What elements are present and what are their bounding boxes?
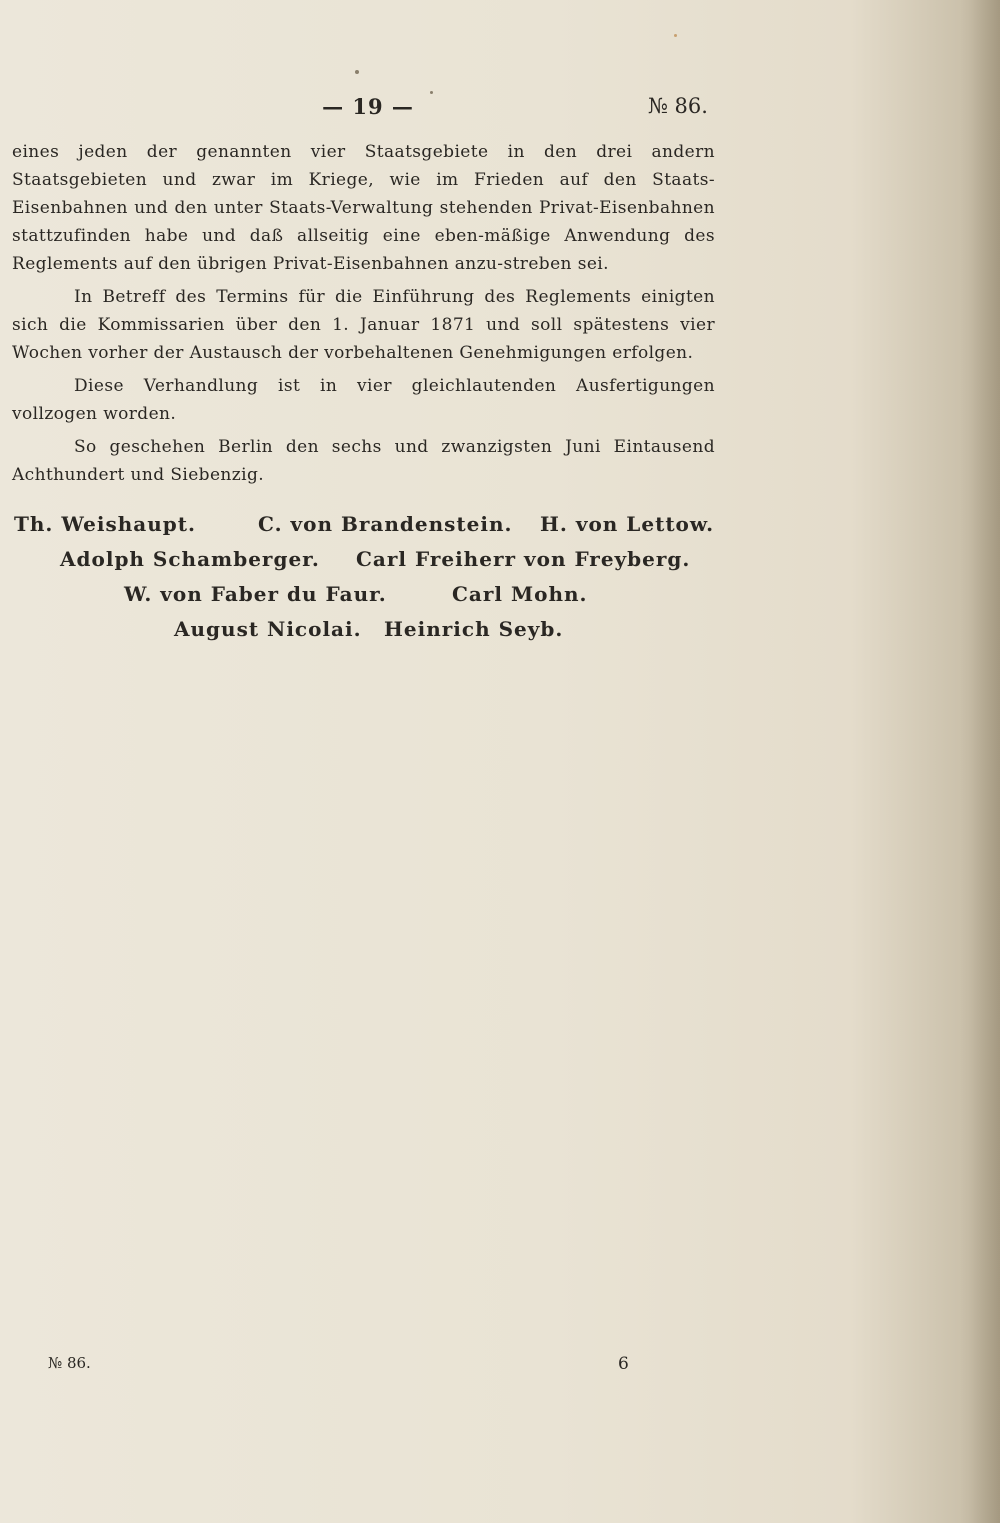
signature: August Nicolai. [174,617,362,641]
signature: Th. Weishaupt. [14,512,196,536]
signature-row [0,582,1000,616]
page-number: — 19 — [322,94,414,119]
footer-sheet-number: 6 [618,1354,629,1374]
document-number: № 86. [648,94,708,118]
page-header [0,94,1000,124]
signature-row [0,547,1000,581]
page-edge-shadow [960,0,1000,1523]
body-text [12,138,715,494]
signature: Carl Freiherr von Freyberg. [356,547,691,571]
ink-speck [674,34,677,37]
signature: Adolph Schamberger. [60,547,320,571]
paragraph: In Betreff des Termins für die Einführung des Reglements einigten sich die Kommissarien über den 1. Januar 1871 und soll spätestens vier Wochen vorher der Austausch der vorbehaltenen Genehmigungen erfolgen. [12,287,715,363]
signature-row [0,512,1000,546]
signature: W. von Faber du Faur. [124,582,387,606]
paragraph: Diese Verhandlung ist in vier gleichlautenden Ausfertigungen vollzogen worden. [12,376,715,424]
paragraph: So geschehen Berlin den sechs und zwanzigsten Juni Eintausend Achthundert und Siebenzig. [12,437,715,485]
footer-document-number: № 86. [48,1354,91,1372]
paragraph: eines jeden der genannten vier Staatsgebiete in den drei andern Staatsgebieten und zwar im Kriege, wie im Frieden auf den Staats-Eisenbahnen und den unter Staats-Verwaltung stehenden Privat-Eisenbahnen stattzufinden habe und daß allseitig eine eben-mäßige Anwendung des Reglements auf den übrigen Privat-Eisenbahnen anzu-streben sei. [12,142,715,274]
signature-row [0,617,1000,651]
signature: Heinrich Seyb. [384,617,564,641]
signature: H. von Lettow. [540,512,715,536]
signature: Carl Mohn. [452,582,588,606]
ink-speck [355,70,359,74]
signature: C. von Brandenstein. [258,512,513,536]
